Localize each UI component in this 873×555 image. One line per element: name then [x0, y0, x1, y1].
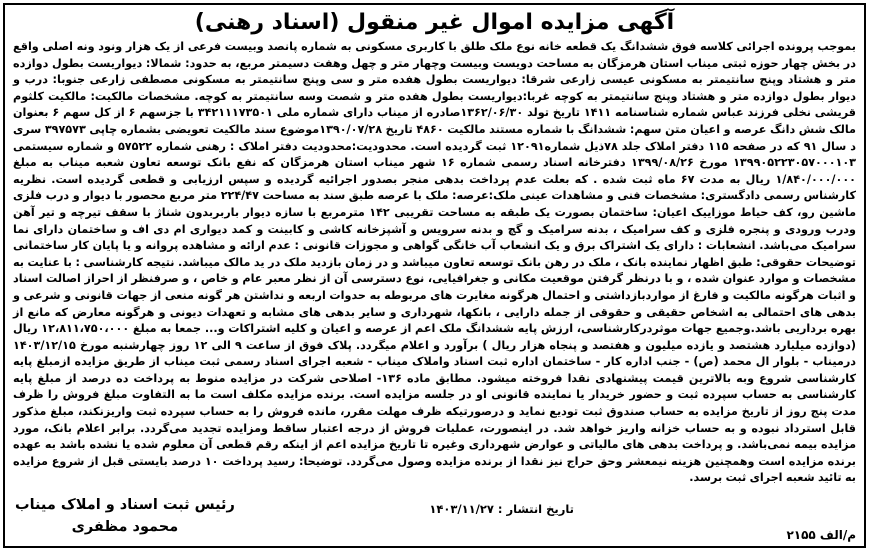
signature-title: رئیس ثبت اسناد و املاک میناب [15, 497, 235, 513]
notice-footer [5, 478, 864, 546]
notice-title: آگهی مزایده اموال غیر منقول (اسناد رهنی) [194, 10, 675, 35]
signature-block [15, 494, 235, 538]
reference-number: م/الف ۲۱۵۵ [786, 528, 856, 542]
publish-date: تاریخ انتشار : ۱۴۰۳/۱۱/۲۷ [429, 502, 574, 516]
auction-notice [3, 3, 866, 548]
signature-name: محمود مظفری [71, 519, 179, 535]
notice-body: بموجب پرونده اجرائی کلاسه فوق ششدانگ یک قطعه خانه نوع ملک طلق با کاربری مسکونی به شماره پانصد وبیست فرعی از یک هزار ونود ونه اصلی واقع در بخش چهار حوزه ثبتی میناب استان هرمزگان به مساحت دویست وبیست وچهار متر و چهل وهفت دسیمتر مربع، به حدود: شمالا: دیواریست بطول دوازده متر و هشتاد وپنج سانتیمتر به مسکونی عیسی زارعی شرقا: دیواریست بطول هفده متر و سی وپنج سانتیمتر به مسکونی مصطفی زارعی جنوبا: درب و دیوار بطول دوازده متر و هشتاد وپنج سانتیمتر به کوچه غربا:دیواریست بطول هفده متر و شصت وسه سانتیمتر به کوچه. مشخصات مالکیت: مالکیت کلثوم قریشی نخلی فرزند عباس شماره شناسنامه ۱۴۱۱ تاریخ تولد ۱۳۶۲/۰۶/۳۰صادره از میناب دارای شماره ملی ۳۴۲۱۱۱۷۳۵۰۱ با جزسهم ۶ از کل سهم ۶ بعنوان مالک شش دانگ عرصه و اعیان متن سهم: ششدانگ با شماره مستند مالکیت ۴۸۶۰ تاریخ ۱۳۹۰/۰۷/۲۸موضوع سند مالکیت تعویضی بشماره چاپی ۳۹۷۵۷۳ سری د سال ۹۱ که در صفحه ۱۱۵ دفتر املاک جلد ۷۸ذیل شماره۱۲۰۹۱ ثبت گردیده است. محدودیت:محدودیت دفتر املاک : رهنی شماره ۵۷۵۲۲ و شماره سیستمی ۱۳۹۹۰۵۲۲۳۰۵۷۰۰۰۱۰۳ مورخ ۱۳۹۹/۰۸/۲۶ دفترخانه اسناد رسمی شماره ۱۶ شهر میناب استان هرمزگان که نفع بانک توسعه تعاون شعبه میناب به مبلغ ۱/۸۴۰/۰۰۰/۰۰۰ ریال به مدت ۶۷ ماه ثبت شده . که بعلت عدم پرداخت بدهی منجر بصدور اجرائیه گردیده و سپس ارزیابی و قطعی گردیده است. نظریه کارشناس رسمی دادگستری: مشخصات فنی و مشاهدات عینی ملک:عرصه: ملک با عرصه طبق سند به مساحت ۲۲۴/۴۷ متر مربع محصور با دیوار و درب فلزی ماشین رو، کف حیاط موزاییک اعیان: ساختمان بصورت یک طبقه به مساحت تقریبی ۱۴۲ مترمربع با سازه دیوار باربربدون شناژ با سقف تیرچه و تیر آهن ودرب ورودی و پنجره فلزی و کف سرامیک ، بدنه سرامیک و گچ و بدنه سرویس و آشپزخانه کاشی و کابینت و کمد دیواری ام دی اف و ساختمان دارای نما سرامیک می‌باشد. انشعابات : دارای یک اشتراک برق و یک انشعاب آب خانگی گواهی و مجوزات قانونی : عدم ارائه و مشاهده پروانه و یا پایان کار ساختمانی توضیحات حقوقی: طبق اظهار نماینده بانک ، ملک در رهن بانک توسعه تعاون میباشد و در زمان بازدید ملک در ید مالک میباشد. نتیجه کارشناسی : با عنایت به مشخصات و موارد عنوان شده ، و با درنظر گرفتن موقعیت مکانی و جغرافیایی، نوع دسترسی آن از نظر معبر عام و خاص ، و صرفنظر از احراز اصالت اسناد و اثبات هرگونه مالکیت و فارغ از مواردبازداشتی و احتمال هرگونه مغایرت های مربوطه به حدوات اربعه و نداشتن هر گونه منعی از جهات قانونی و شرعی و بدهی های احتمالی به اشخاص حقیقی و حقوقی از جمله دارایی ، بانکها، شهرداری و سایر بدهی های مشابه و تعهدات دیونی و هرگونه معارض که مانع از بهره برداریی باشد.وجمیع جهات موثردرکارشناسی، ارزش پایه ششدانگ ملک اعم از عرصه و اعیان و کلیه اشتراکات و... جمعا به مبلغ ۱۲،۸۱۱،۷۵۰،۰۰۰ ریال (دوازده میلیارد هشتصد و یازده میلیون و هفتصد و پنجاه هزار ریال ) برآورد و اعلام میگردد. پلاک فوق از ساعت ۹ الی ۱۲ روز چهارشنبه مورخ ۱۴۰۳/۱۲/۱۵ درمیناب - بلوار ال محمد (ص) - جنب اداره کار - ساختمان اداره ثبت اسناد واملاک میناب - شعبه اجرای اسناد رسمی ثبت میناب از طریق مزایده ازمبلغ پایه کارشناسی شروع وبه بالاترین قیمت پیشنهادی نقدا فروخته میشود. مطابق ماده ۱۳۶- اصلاحی شرکت در مزایده منوط به پرداخت ده درصد از مبلغ پایه کارشناسی به حساب سپرده ثبت و حضور خریدار یا نماینده قانونی او در جلسه مزایده است. برنده مزایده مکلف است ما به التفاوت مبلغ فروش را ظرف مدت پنج روز از تاریخ مزایده به حساب صندوق ثبت تودیع نماید و درصورتیکه ظرف مهلت مقرر، مانده فروش را به حساب سپرده ثبت واریزنکند، مبلغ مذکور قابل استرداد نبوده و به حساب خزانه واریز خواهد شد. در اینصورت، عملیات فروش از درجه اعتبار ساقط ومزایده تجدید می‌گردد. برابر اعلام بانک، مورد مزایده بیمه نمی‌باشد. و پرداخت بدهی های مالیاتی و عوارض شهرداری وغیره تا تاریخ مزایده اعم از اینکه رقم قطعی آن معلوم شده یا نشده باشد به عهده برنده مزایده است وهمچنین هزینه نیمعشر وحق حراج نیز نقدا از برنده مزایده وصول می‌گردد. توضیحا: رسید پرداخت ۱۰ درصد بایستی قبل از شروع مزایده به تائید شعبه اجرای ثبت برسد. [13, 40, 857, 485]
